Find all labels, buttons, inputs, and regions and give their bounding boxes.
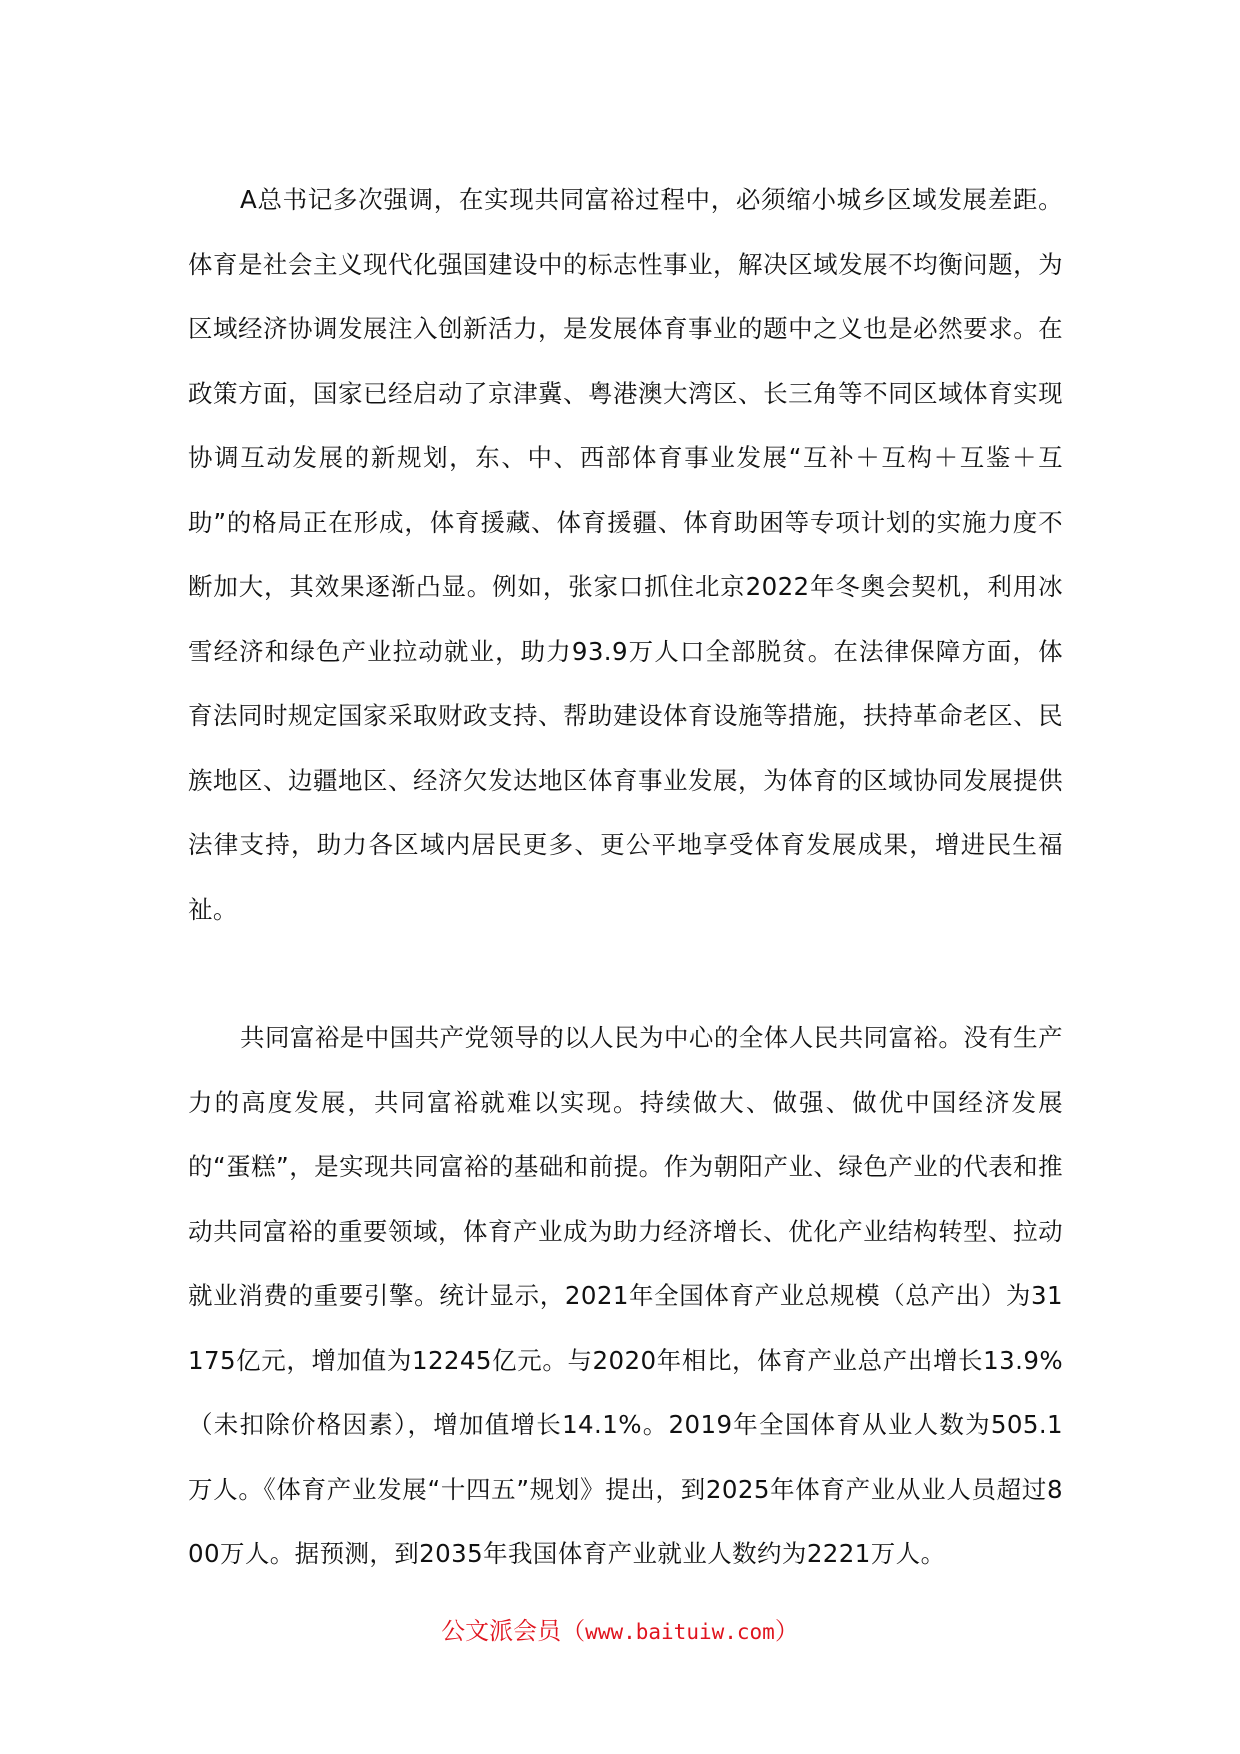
document-body — [188, 168, 1063, 1587]
paragraph-regional-development: A总书记多次强调，在实现共同富裕过程中，必须缩小城乡区域发展差距。体育是社会主义现代化强国建设中的标志性事业，解决区域发展不均衡问题，为区域经济协调发展注入创新活力，是发展体育事业的题中之义也是必然要求。在政策方面，国家已经启动了京津冀、粤港澳大湾区、长三角等不同区域体育实现协调互动发展的新规划，东、中、西部体育事业发展“互补＋互构＋互鉴＋互助”的格局正在形成，体育援藏、体育援疆、体育助困等专项计划的实施力度不断加大，其效果逐渐凸显。例如，张家口抓住北京2022年冬奥会契机，利用冰雪经济和绿色产业拉动就业，助力93.9万人口全部脱贫。在法律保障方面，体育法同时规定国家采取财政支持、帮助建设体育设施等措施，扶持革命老区、民族地区、边疆地区、经济欠发达地区体育事业发展，为体育的区域协同发展提供法律支持，助力各区域内居民更多、更公平地享受体育发展成果，增进民生福祉。 — [188, 185, 1063, 924]
paragraph-sports-industry: 共同富裕是中国共产党领导的以人民为中心的全体人民共同富裕。没有生产力的高度发展，共同富裕就难以实现。持续做大、做强、做优中国经济发展的“蛋糕”，是实现共同富裕的基础和前提。作为朝阳产业、绿色产业的代表和推动共同富裕的重要领域，体育产业成为助力经济增长、优化产业结构转型、拉动就业消费的重要引擎。统计显示，2021年全国体育产业总规模（总产出）为31175亿元，增加值为12245亿元。与2020年相比，体育产业总产出增长13.9%（未扣除价格因素），增加值增长14.1%。2019年全国体育从业人数为505.1万人。《体育产业发展“十四五”规划》提出，到2025年体育产业从业人员超过800万人。据预测，到2035年我国体育产业就业人数约为2221万人。 — [188, 1023, 1063, 1568]
footer-url-link[interactable]: www.baituiw.com — [585, 1620, 775, 1644]
footer-label: 公文派会员 — [441, 1617, 562, 1645]
footer-open-paren: （ — [561, 1617, 586, 1645]
footer-watermark — [0, 1614, 1240, 1649]
footer-close-paren: ） — [774, 1617, 799, 1645]
